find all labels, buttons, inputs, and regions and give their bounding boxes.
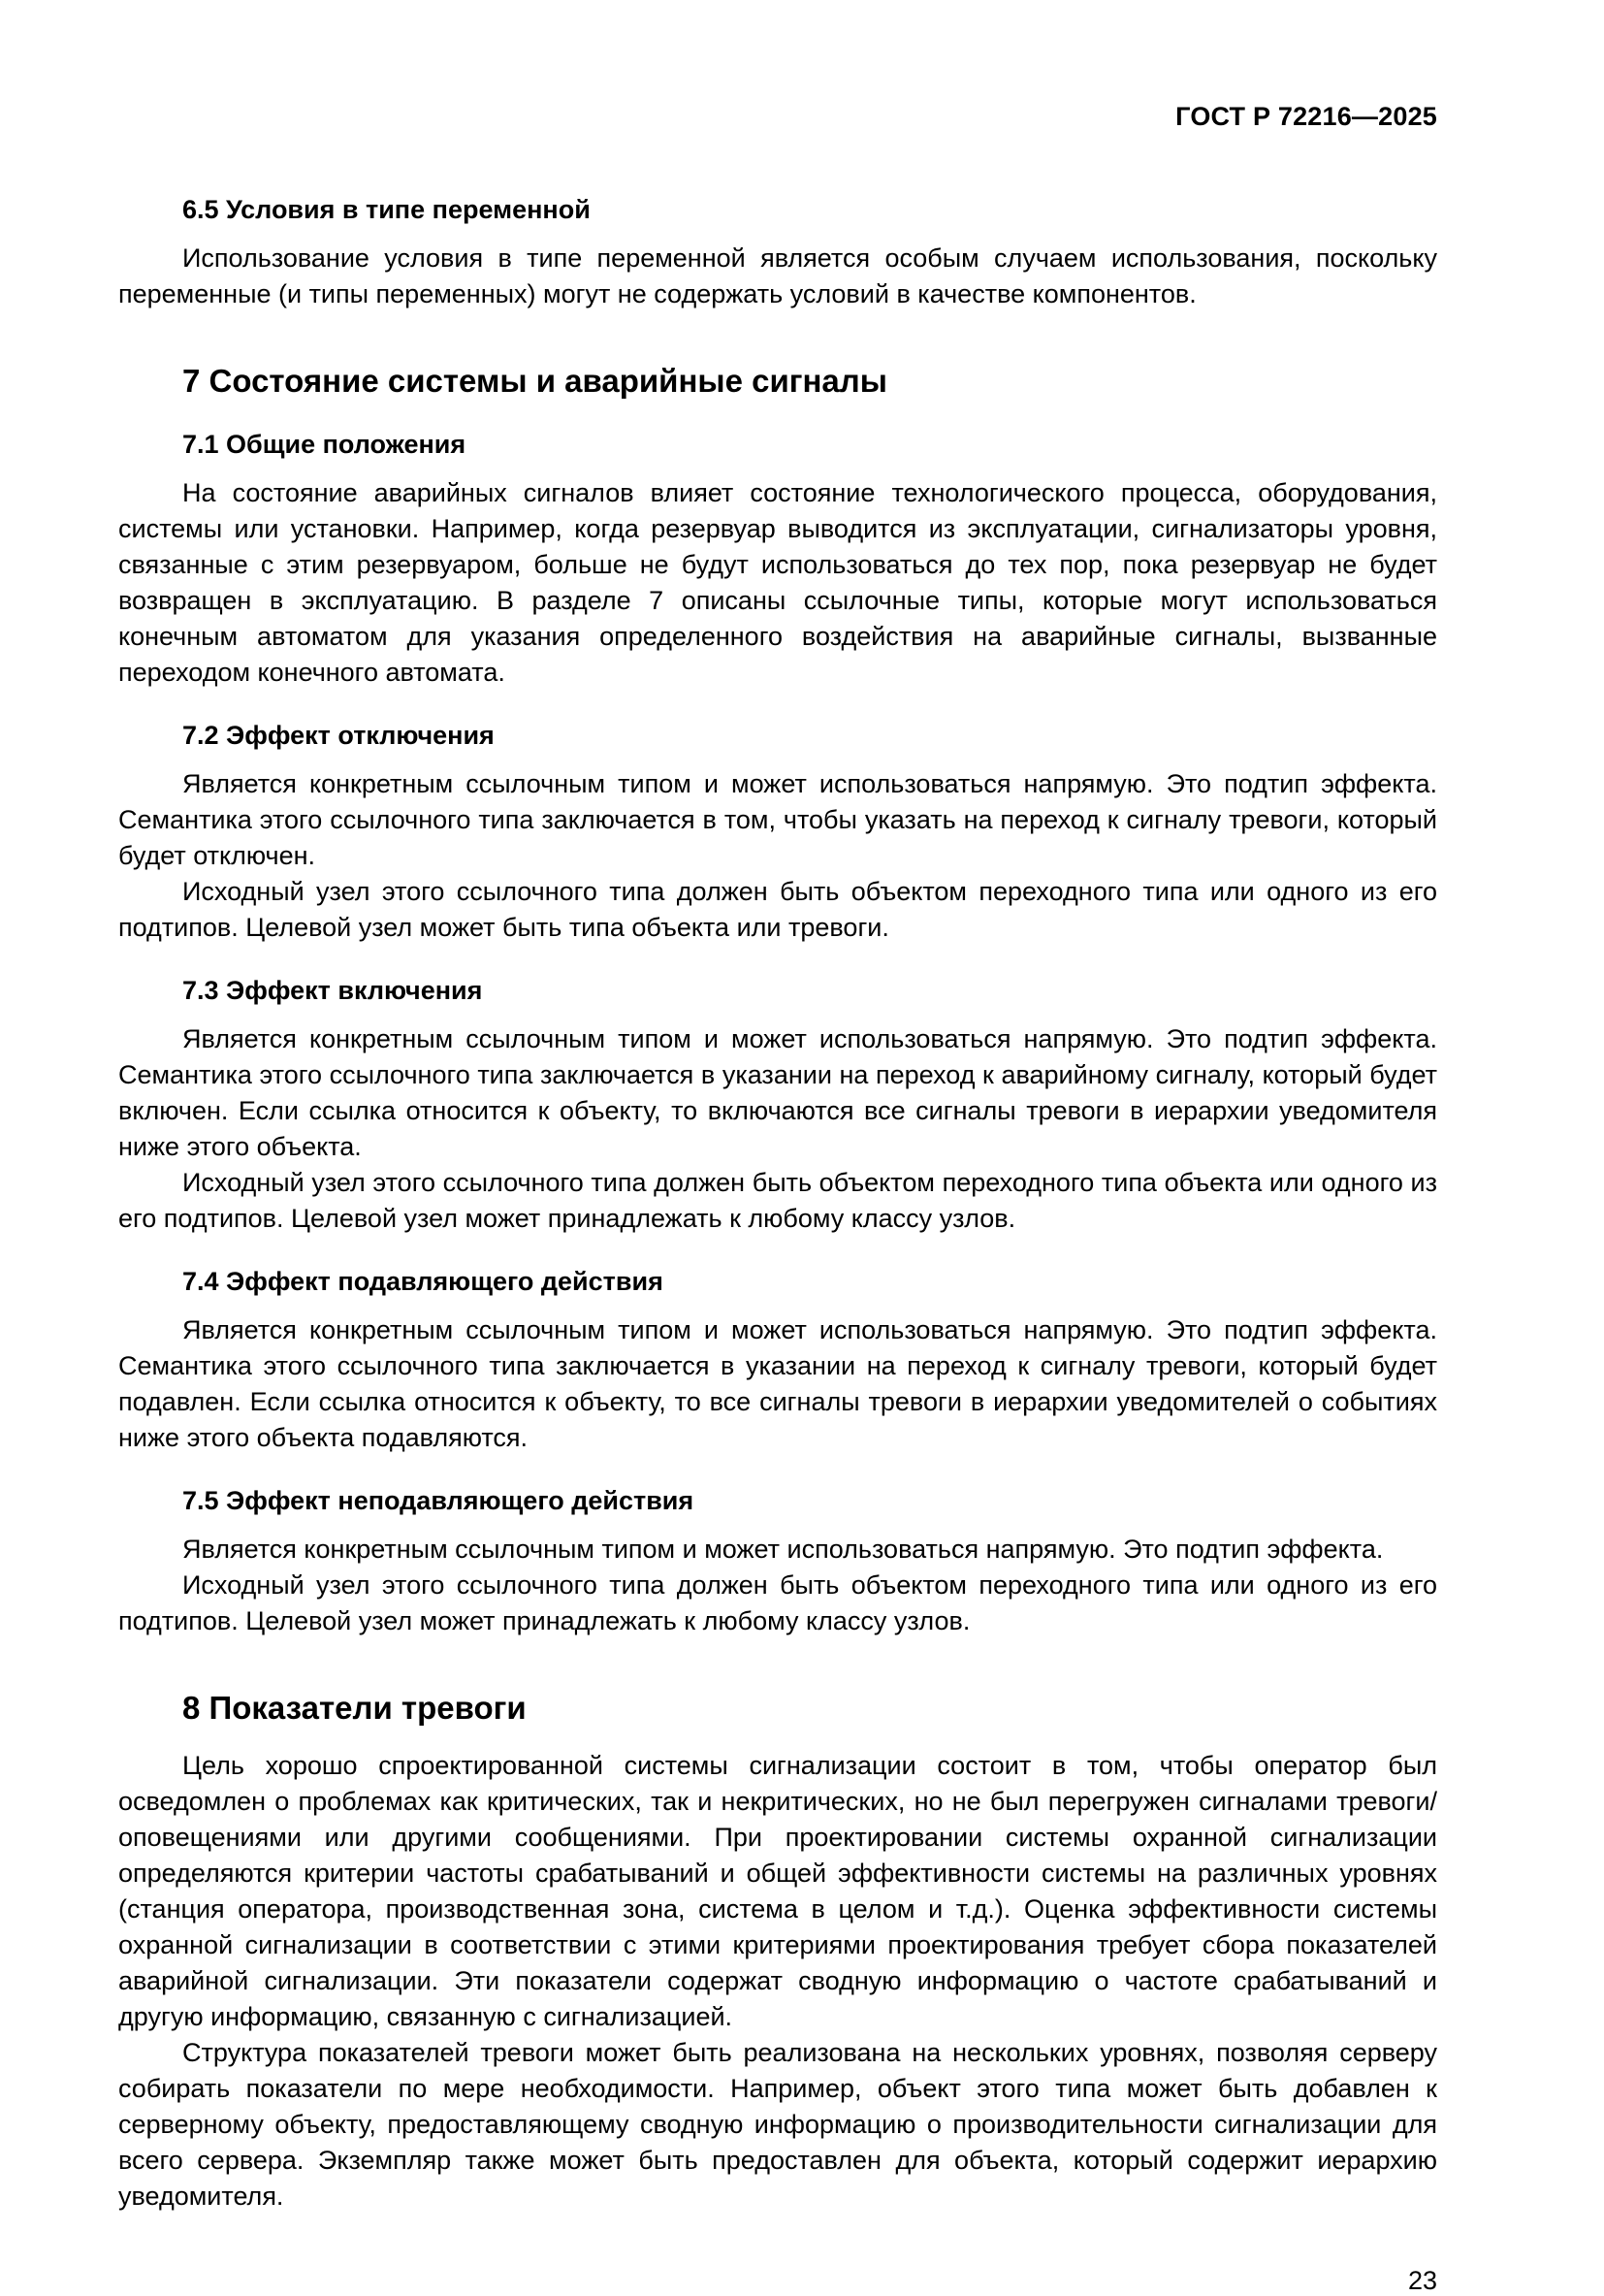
heading-6-5: 6.5 Условия в типе переменной [182,195,591,224]
heading-7-3: 7.3 Эффект включения [182,976,483,1005]
heading-7-1: 7.1 Общие положения [182,430,466,459]
section-8 [118,1690,1437,2215]
running-header: ГОСТ Р 72216—2025 [1175,102,1437,131]
paragraph: На состояние аварийных сигналов влияет состояние технологического процесса, оборудования, системы или установки. Например, когда резервуар выводится из эксплуатации, сигнализаторы уровня, связанные с этим резервуаром, больше не будут использоваться до тех пор, пока резервуар не будет возвращен в эксплуатацию. В разделе 7 описаны ссылочные типы, которые могут использоваться конечным автоматом для указания определенного воздействия на аварийные сигналы, вызванные переходом конечного автомата. [118,478,1437,687]
paragraph: Является конкретным ссылочным типом и может использоваться напрямую. Это подтип эффекта. Семантика этого ссылочного типа заключается в указании на переход к сигналу тревоги, который будет подавлен. Если ссылка относится к объекту, то все сигналы тревоги в иерархии уведомителей о событиях ниже этого объекта подавляются. [118,1315,1437,1452]
section-6-5 [118,194,1437,312]
section-7-3 [118,975,1437,1237]
paragraph: Цель хорошо спроектированной системы сигнализации состоит в том, чтобы оператор был осведомлен о проблемах как критических, так и некритических, но не был перегружен сигналами тревоги/оповещениями или другими сообщениями. При проектировании системы охранной сигнализации определяются критерии частоты срабатываний и общей эффективности системы на различных уровнях (станция оператора, производственная зона, система в целом и т.д.). Оценка эффективности системы охранной сигнализации в соответствии с этими критериями проектирования требует сбора показателей аварийной сигнализации. Эти показатели содержат сводную информацию о частоте срабатываний и другую информацию, связанную с сигнализацией. [118,1751,1437,2031]
paragraph: Является конкретным ссылочным типом и может использоваться напрямую. Это подтип эффекта. Семантика этого ссылочного типа заключается в указании на переход к аварийному сигналу, который будет включен. Если ссылка относится к объекту, то включаются все сигналы тревоги в иерархии уведомителя ниже этого объекта. [118,1024,1437,1161]
paragraph: Структура показателей тревоги может быть реализована на нескольких уровнях, позволяя серверу собирать показатели по мере необходимости. Например, объект этого типа может быть добавлен к серверному объекту, предоставляющему сводную информацию о производительности сигнализации для всего сервера. Экземпляр также может быть предоставлен для объекта, который содержит иерархию уведомителя. [118,2038,1437,2211]
section-7-4 [118,1266,1437,1456]
paragraph: Использование условия в типе переменной является особым случаем использования, поскольку переменные (и типы переменных) могут не содержать условий в качестве компонентов. [118,243,1437,308]
heading-7-4: 7.4 Эффект подавляющего действия [182,1267,663,1296]
heading-7: 7 Состояние системы и аварийные сигналы [182,363,887,399]
paragraph: Исходный узел этого ссылочного типа должен быть объектом переходного типа или одного из его подтипов. Целевой узел может быть типа объекта или тревоги. [118,877,1437,942]
section-7-2 [118,720,1437,946]
heading-7-2: 7.2 Эффект отключения [182,721,495,750]
paragraph: Исходный узел этого ссылочного типа должен быть объектом переходного типа или одного из его подтипов. Целевой узел может принадлежать к любому классу узлов. [118,1570,1437,1635]
paragraph: Исходный узел этого ссылочного типа должен быть объектом переходного типа объекта или одного из его подтипов. Целевой узел может принадлежать к любому классу узлов. [118,1168,1437,1233]
paragraph: Является конкретным ссылочным типом и может использоваться напрямую. Это подтип эффекта. Семантика этого ссылочного типа заключается в том, чтобы указать на переход к сигналу тревоги, который будет отключен. [118,769,1437,870]
section-7-1 [118,429,1437,691]
section-7-5 [118,1485,1437,1639]
heading-8: 8 Показатели тревоги [182,1690,527,1726]
page-number: 23 [1407,2266,1437,2295]
section-7 [118,363,1437,1639]
heading-7-5: 7.5 Эффект неподавляющего действия [182,1486,694,1515]
paragraph: Является конкретным ссылочным типом и может использоваться напрямую. Это подтип эффекта. [182,1535,1384,1564]
